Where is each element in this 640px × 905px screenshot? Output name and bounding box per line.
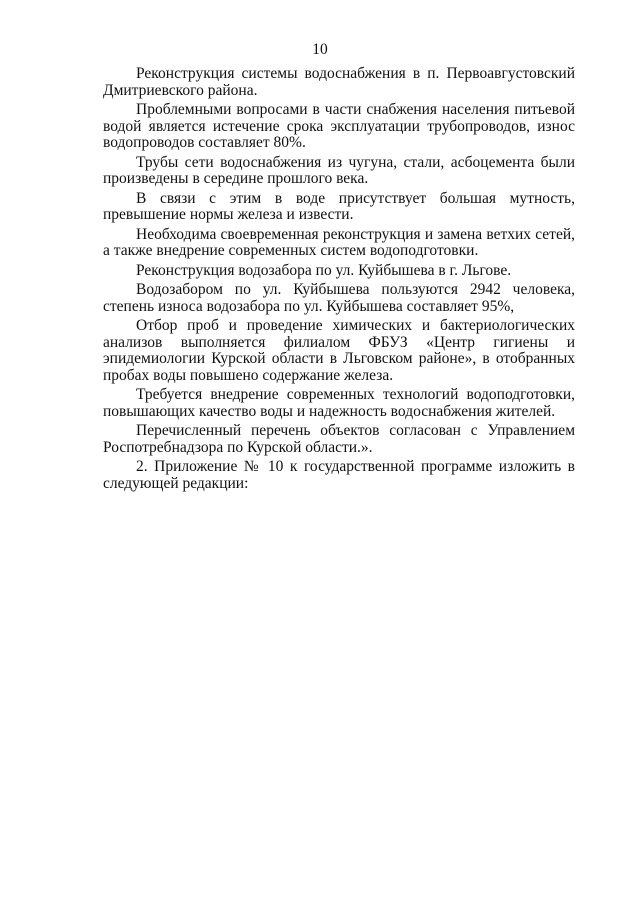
paragraph-reconstruction-pervoavgustovsky: Реконструкция системы водоснабжения в п. Первоавгустовский Дмитриевского района. — [103, 65, 575, 99]
paragraph-pipe-materials: Трубы сети водоснабжения из чугуна, стали, асбоцемента были произведены в середине прошлого века. — [103, 153, 575, 187]
paragraph-water-turbidity: В связи с этим в воде присутствует большая мутность, превышение нормы железа и извести. — [103, 189, 575, 223]
paragraph-sampling-analysis: Отбор проб и проведение химических и бактериологических анализов выполняется филиалом ФБУЗ «Центр гигиены и эпидемиологии Курской области в Льговском районе», в отобранных пробах воды повышено содержание железа. — [103, 317, 575, 384]
page-number: 10 — [312, 41, 328, 58]
body-text — [103, 66, 575, 495]
paragraph-reconstruction-lgov: Реконструкция водозабора по ул. Куйбышева в г. Льгове. — [136, 261, 512, 279]
paragraph-appendix-10: 2. Приложение № 10 к государственной программе изложить в следующей редакции: — [103, 458, 575, 492]
paragraph-objects-approved: Перечисленный перечень объектов согласован с Управлением Роспотребнадзора по Курской области.». — [103, 422, 575, 456]
paragraph-technology-required: Требуется внедрение современных технологий водоподготовки, повышающих качество воды и надежность водоснабжения жителей. — [103, 386, 575, 420]
paragraph-network-renewal: Необходима своевременная реконструкция и замена ветхих сетей, а также внедрение современных систем водоподготовки. — [103, 225, 575, 259]
paragraph-problems-pipelines: Проблемными вопросами в части снабжения населения питьевой водой является истечение срока эксплуатации трубопроводов, износ водопроводов составляет 80%. — [103, 101, 575, 151]
paragraph-water-intake-users: Водозабором по ул. Куйбышева пользуются 2942 человека, степень износа водозабора по ул. Куйбышева составляет 95%, — [103, 281, 575, 315]
